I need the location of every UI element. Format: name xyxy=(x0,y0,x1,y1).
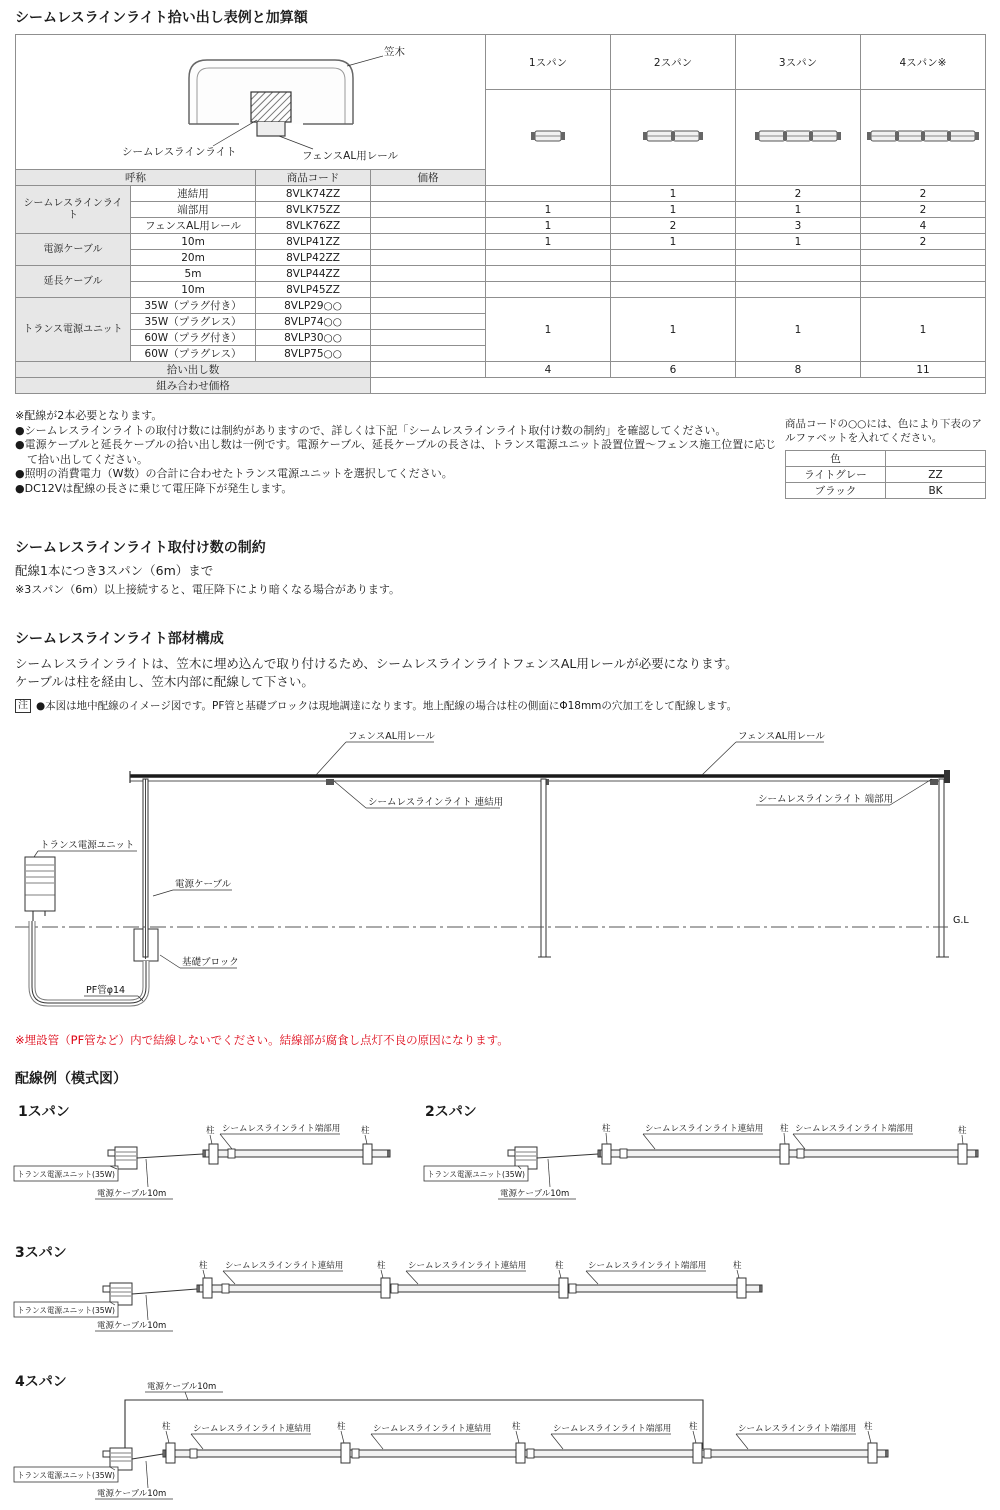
table-notes xyxy=(15,409,777,496)
cable-label: 電源ケーブル10m xyxy=(97,1189,167,1199)
post xyxy=(516,1443,525,1463)
category-cell: シームレスラインライト xyxy=(16,186,131,234)
transformer-label: トランス電源ユニット xyxy=(40,840,135,851)
qty-cell: 1 xyxy=(611,202,736,218)
pickup-label: 拾い出し数 xyxy=(16,362,371,378)
code-cell: 8VLP74○○ xyxy=(256,314,371,330)
price-cell xyxy=(371,218,486,234)
item-cell: 35W（プラグレス） xyxy=(131,314,256,330)
post xyxy=(203,1278,212,1298)
ground-label: G.L xyxy=(953,915,969,926)
price-cell xyxy=(371,266,486,282)
qty-cell: 1 xyxy=(486,202,611,218)
block-heading-2span: 2スパン xyxy=(425,1104,477,1120)
color-code-table xyxy=(785,450,986,499)
rail-label-left: フェンスAL用レール xyxy=(348,731,435,742)
item-cell: 60W（プラグレス） xyxy=(131,346,256,362)
color-code: BK xyxy=(886,483,986,499)
light-label: シームレスラインライト xyxy=(122,145,237,158)
block-heading-3span: 3スパン xyxy=(15,1245,67,1261)
combo-price-row xyxy=(16,378,986,394)
qty-cell: 3 xyxy=(736,218,861,234)
post-label: 柱 xyxy=(512,1422,521,1432)
post-label: 柱 xyxy=(199,1261,208,1271)
post-label: 柱 xyxy=(733,1261,742,1271)
composition-body1: シームレスラインライトは、笠木に埋め込んで取り付けるため、シームレスラインライトフェンスAL用レールが必要になります。 xyxy=(15,656,738,671)
category-cell: トランス電源ユニット xyxy=(16,298,131,362)
tanbu-label: シームレスラインライト端部用 xyxy=(222,1124,341,1134)
cable-label: 電源ケーブル10m xyxy=(97,1321,167,1331)
category-cell: 延長ケーブル xyxy=(16,266,131,298)
qty-cell: 2 xyxy=(861,202,986,218)
post-label: 柱 xyxy=(162,1422,171,1432)
category-cell: 電源ケーブル xyxy=(16,234,131,266)
wiring-diagram-4span xyxy=(0,1375,1000,1510)
block-heading-1span: 1スパン xyxy=(18,1104,70,1120)
cable-label: 電源ケーブル xyxy=(175,879,232,890)
wiring-heading: 配線例（模式図） xyxy=(15,1071,127,1087)
transformer-label: トランス電源ユニット(35W) xyxy=(17,1471,121,1480)
post xyxy=(693,1443,702,1463)
tanbu-label: シームレスラインライト端部用 xyxy=(738,1424,857,1434)
foundation-label: 基礎ブロック xyxy=(182,957,239,968)
qty-cell xyxy=(611,282,736,298)
rail-label-right: フェンスAL用レール xyxy=(738,731,825,742)
pickup-total-row xyxy=(16,362,986,378)
table-row xyxy=(16,202,986,218)
pickup-table xyxy=(15,34,986,394)
wiring-diagram-1span-2span xyxy=(0,1115,1000,1210)
code-cell: 8VLP42ZZ xyxy=(256,250,371,266)
code-cell: 8VLP41ZZ xyxy=(256,234,371,250)
code-cell: 8VLK76ZZ xyxy=(256,218,371,234)
note-line: ●シームレスラインライトの取付け数には制約がありますので、詳しくは下記「シームレスラインライト取付け数の制約」を確認してください。 xyxy=(15,423,727,437)
price-cell xyxy=(371,346,486,362)
post xyxy=(381,1278,390,1298)
kasagi-label: 笠木 xyxy=(384,45,405,58)
post-label: 柱 xyxy=(958,1126,967,1136)
post-label: 柱 xyxy=(864,1422,873,1432)
table-row xyxy=(16,266,986,282)
qty-cell: 1 xyxy=(486,298,611,362)
item-cell: 端部用 xyxy=(131,202,256,218)
qty-cell xyxy=(611,250,736,266)
span2-icon-cell xyxy=(611,90,736,186)
qty-cell: 4 xyxy=(486,362,611,378)
renketsu-label: シームレスラインライト連結用 xyxy=(408,1261,527,1271)
code-cell: 8VLP44ZZ xyxy=(256,266,371,282)
color-header-empty xyxy=(886,451,986,467)
fence-cross-section-drawing xyxy=(17,36,485,169)
header-price: 価格 xyxy=(371,170,486,186)
transformer-label: トランス電源ユニット(35W) xyxy=(17,1306,121,1315)
restriction-heading: シームレスラインライト取付け数の制約 xyxy=(15,540,266,556)
span1-icon-cell xyxy=(486,90,611,186)
qty-cell: 1 xyxy=(736,298,861,362)
transformer-label: トランス電源ユニット(35W) xyxy=(17,1170,121,1179)
qty-cell: 2 xyxy=(736,186,861,202)
wiring-diagram-3span xyxy=(0,1250,1000,1340)
span-header-3: 3スパン xyxy=(736,35,861,90)
page-title: シームレスラインライト拾い出し表例と加算額 xyxy=(15,10,308,26)
table-row xyxy=(16,186,986,202)
price-cell xyxy=(371,234,486,250)
color-code-intro: 商品コードの○○には、色により下表のアルファベットを入れてください。 xyxy=(785,418,982,444)
color-code-box xyxy=(785,417,985,499)
span2-light-icon xyxy=(642,129,704,143)
code-cell: 8VLP30○○ xyxy=(256,330,371,346)
span4-icon-cell xyxy=(861,90,986,186)
code-cell: 8VLP75○○ xyxy=(256,346,371,362)
qty-cell: 1 xyxy=(736,234,861,250)
renketsu-label: シームレスラインライト連結用 xyxy=(193,1424,312,1434)
note-line: ●DC12Vは配線の長さに乗じて電圧降下が発生します。 xyxy=(15,481,293,495)
span-header-4: 4スパン※ xyxy=(861,35,986,90)
color-name: ライトグレー xyxy=(786,467,886,483)
post-label: 柱 xyxy=(337,1422,346,1432)
post xyxy=(559,1278,568,1298)
pf-pipe-label: PF管φ14 xyxy=(86,985,126,996)
composition-note xyxy=(15,698,737,713)
color-code: ZZ xyxy=(886,467,986,483)
color-name: ブラック xyxy=(786,483,886,499)
note-mark: 注 xyxy=(15,699,31,713)
qty-cell: 1 xyxy=(486,234,611,250)
qty-cell: 1 xyxy=(611,186,736,202)
fence-section-figure xyxy=(16,36,485,169)
qty-cell: 1 xyxy=(611,298,736,362)
qty-cell xyxy=(736,282,861,298)
qty-cell: 2 xyxy=(611,218,736,234)
parts-composition-diagram xyxy=(0,715,1000,1015)
post-label: 柱 xyxy=(780,1124,789,1134)
price-cell xyxy=(371,282,486,298)
table-row xyxy=(16,282,986,298)
table-row xyxy=(16,234,986,250)
qty-cell xyxy=(486,282,611,298)
item-cell: 20m xyxy=(131,250,256,266)
item-cell: 35W（プラグ付き） xyxy=(131,298,256,314)
qty-cell xyxy=(861,282,986,298)
qty-cell xyxy=(486,266,611,282)
span-header-1: 1スパン xyxy=(486,35,611,90)
item-cell: 60W（プラグ付き） xyxy=(131,330,256,346)
qty-cell xyxy=(861,266,986,282)
qty-cell xyxy=(736,250,861,266)
item-cell: フェンスAL用レール xyxy=(131,218,256,234)
tanbu-label: シームレスラインライト 端部用 xyxy=(758,794,894,805)
code-cell: 8VLK74ZZ xyxy=(256,186,371,202)
post xyxy=(209,1144,218,1164)
combo-price-cell xyxy=(371,378,986,394)
qty-cell: 2 xyxy=(861,234,986,250)
restriction-body: 配線1本につき3スパン（6m）まで xyxy=(15,563,214,578)
price-cell xyxy=(371,298,486,314)
qty-cell: 1 xyxy=(486,218,611,234)
combo-label: 組み合わせ価格 xyxy=(16,378,371,394)
table-row xyxy=(16,218,986,234)
cable-label: 電源ケーブル10m xyxy=(500,1189,570,1199)
rail-end-cap xyxy=(944,770,950,783)
note-line: ●電源ケーブルと延長ケーブルの拾い出し数は一例です。電源ケーブル、延長ケーブルの長さは、トランス電源ユニット設置位置～フェンス施工位置に応じて拾い出してください。 xyxy=(15,438,777,466)
post-label: 柱 xyxy=(377,1261,386,1271)
qty-cell xyxy=(486,250,611,266)
transformer-unit-icon xyxy=(25,857,55,921)
fence-section-figure-cell xyxy=(16,35,486,170)
composition-heading: シームレスラインライト部材構成 xyxy=(15,631,224,647)
table-row xyxy=(16,298,986,314)
qty-cell xyxy=(611,266,736,282)
span4-light-icon xyxy=(866,129,980,143)
qty-cell xyxy=(861,250,986,266)
burial-warning: ※埋設管（PF管など）内で結線しないでください。結線部が腐食し点灯不良の原因になります。 xyxy=(15,1033,509,1047)
post xyxy=(737,1278,746,1298)
renketsu-label: シームレスラインライト連結用 xyxy=(645,1124,764,1134)
price-cell xyxy=(371,202,486,218)
qty-cell xyxy=(736,266,861,282)
item-cell: 5m xyxy=(131,266,256,282)
item-cell: 10m xyxy=(131,234,256,250)
cable-label: 電源ケーブル10m xyxy=(97,1489,167,1499)
light-bar xyxy=(197,1285,762,1292)
post-label: 柱 xyxy=(602,1124,611,1134)
header-name: 呼称 xyxy=(16,170,256,186)
post-label: 柱 xyxy=(206,1126,215,1136)
qty-cell: 2 xyxy=(861,186,986,202)
table-row xyxy=(786,451,986,467)
span3-icon-cell xyxy=(736,90,861,186)
table-row xyxy=(16,250,986,266)
post xyxy=(958,1144,967,1164)
note-text: ●本図は地中配線のイメージ図です。PF管と基礎ブロックは現地調達になります。地上配線の場合は柱の側面にΦ18mmの穴加工をして配線します。 xyxy=(36,700,738,712)
qty-cell xyxy=(486,186,611,202)
qty-cell: 1 xyxy=(861,298,986,362)
qty-cell: 8 xyxy=(736,362,861,378)
tanbu-label: シームレスラインライト端部用 xyxy=(795,1124,914,1134)
post-label: 柱 xyxy=(555,1261,564,1271)
restriction-note: ※3スパン（6m）以上接続すると、電圧降下により暗くなる場合があります。 xyxy=(15,583,401,596)
rail-part xyxy=(257,122,285,136)
price-cell xyxy=(371,330,486,346)
qty-cell: 1 xyxy=(736,202,861,218)
tanbu-label: シームレスラインライト端部用 xyxy=(553,1424,672,1434)
seamless-line-light-unit xyxy=(251,92,291,122)
renketsu-label: シームレスラインライト連結用 xyxy=(373,1424,492,1434)
table-row xyxy=(786,467,986,483)
qty-cell: 4 xyxy=(861,218,986,234)
tanbu-label: シームレスラインライト端部用 xyxy=(588,1261,707,1271)
rail-label: フェンスAL用レール xyxy=(302,149,398,162)
composition-body2: ケーブルは柱を経由し、笠木内部に配線して下さい。 xyxy=(15,674,314,689)
qty-cell: 1 xyxy=(611,234,736,250)
post xyxy=(602,1144,611,1164)
fence-post xyxy=(939,779,944,957)
post xyxy=(868,1443,877,1463)
price-cell xyxy=(371,314,486,330)
qty-cell: 6 xyxy=(611,362,736,378)
transformer-label: トランス電源ユニット(35W) xyxy=(427,1170,531,1179)
code-cell: 8VLK75ZZ xyxy=(256,202,371,218)
color-header: 色 xyxy=(786,451,886,467)
post xyxy=(363,1144,372,1164)
fence-post xyxy=(541,779,546,957)
renketsu-label: シームレスラインライト 連結用 xyxy=(368,797,504,808)
code-cell: 8VLP45ZZ xyxy=(256,282,371,298)
table-row xyxy=(16,35,986,90)
price-cell xyxy=(371,186,486,202)
item-cell: 連結用 xyxy=(131,186,256,202)
post xyxy=(780,1144,789,1164)
renketsu-label: シームレスラインライト連結用 xyxy=(225,1261,344,1271)
span-header-2: 2スパン xyxy=(611,35,736,90)
note-line: ※配線が2本必要となります。 xyxy=(15,409,163,422)
qty-cell: 11 xyxy=(861,362,986,378)
price-cell xyxy=(371,362,486,378)
price-cell xyxy=(371,250,486,266)
span3-light-icon xyxy=(754,129,842,143)
cable-label: 電源ケーブル10m xyxy=(147,1382,217,1392)
span1-light-icon xyxy=(530,129,566,143)
note-line: ●照明の消費電力（W数）の合計に合わせたトランス電源ユニットを選択してください。 xyxy=(15,467,453,480)
header-code: 商品コード xyxy=(256,170,371,186)
post xyxy=(166,1443,175,1463)
item-cell: 10m xyxy=(131,282,256,298)
post xyxy=(341,1443,350,1463)
table-row xyxy=(786,483,986,499)
post-label: 柱 xyxy=(689,1422,698,1432)
post-label: 柱 xyxy=(361,1126,370,1136)
code-cell: 8VLP29○○ xyxy=(256,298,371,314)
block-heading-4span: 4スパン xyxy=(15,1374,67,1390)
